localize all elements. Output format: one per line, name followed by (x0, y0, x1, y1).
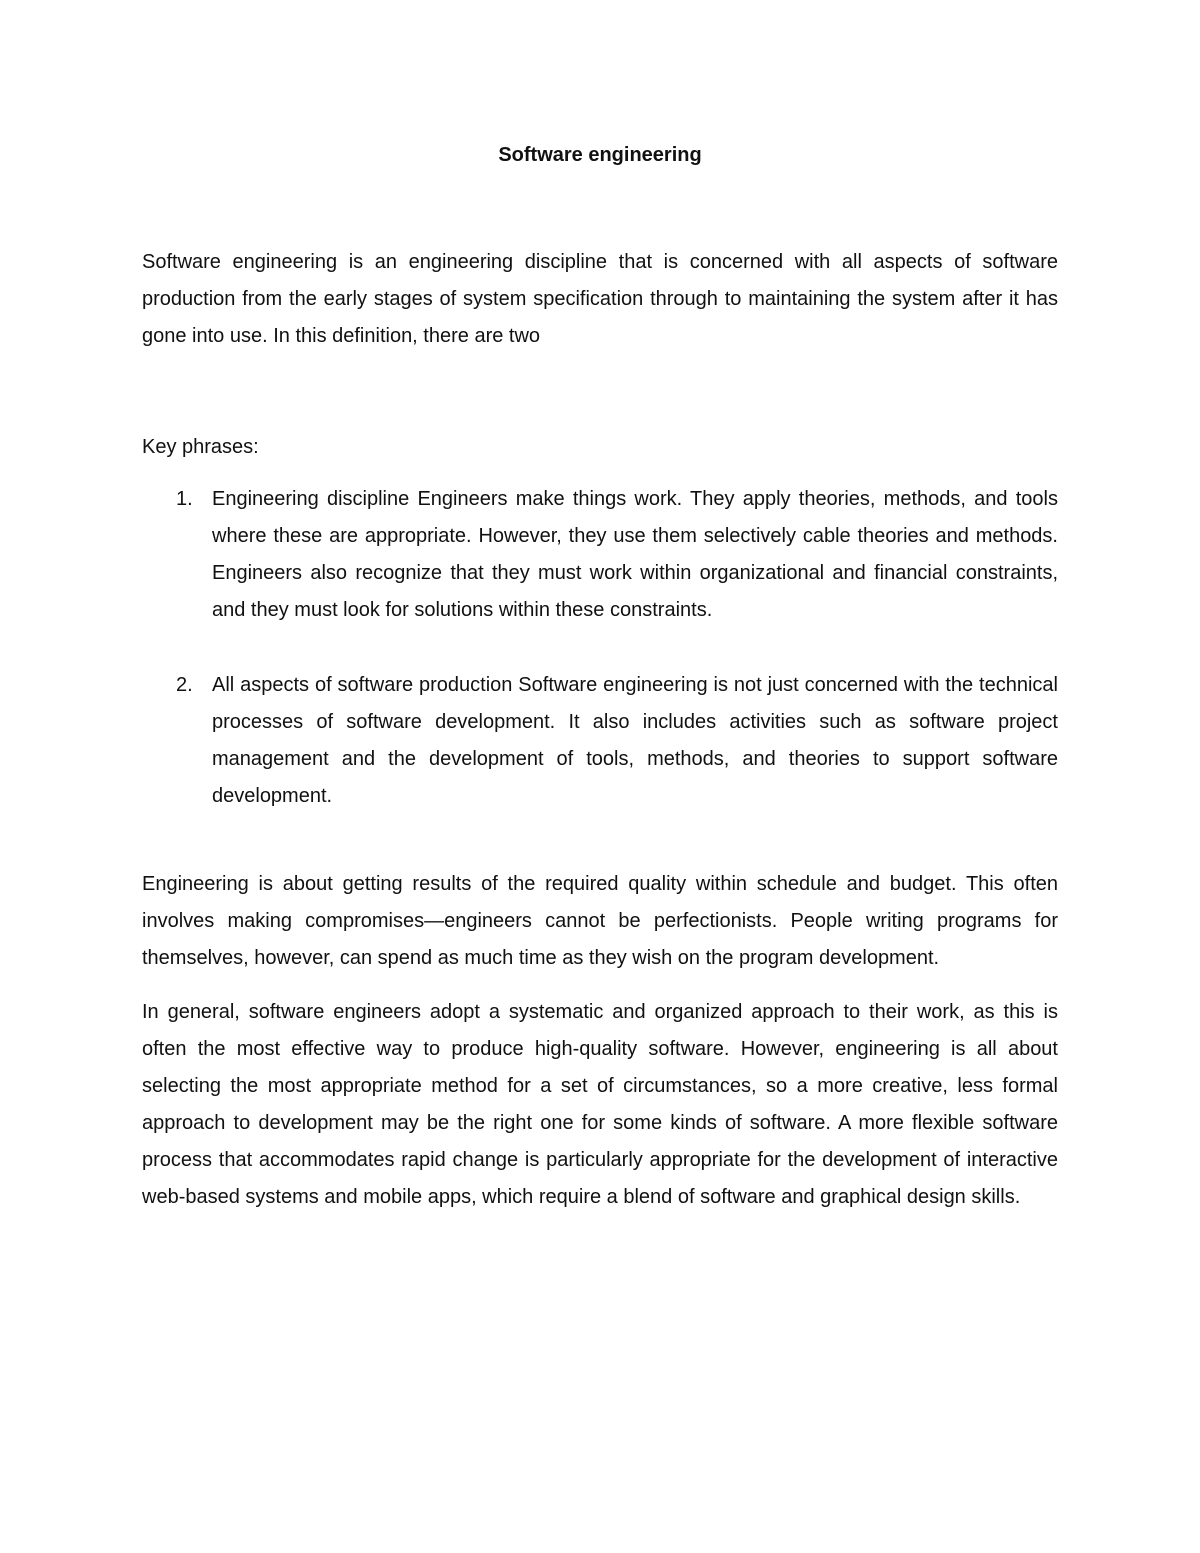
document-title: Software engineering (498, 144, 702, 166)
key-phrases-heading: Key phrases: (142, 436, 259, 458)
list-item-number: 2. (176, 674, 193, 696)
list-item (142, 481, 1058, 629)
key-phrases-list (142, 481, 1058, 815)
list-item-text: Engineering discipline Engineers make things work. They apply theories, methods, and tools where these are appropriate. However, they use them selectively cable theories and methods. Engineers also recognize that they must work within organizational and financial constraints, and they must look for solutions within these constraints. (212, 488, 1058, 621)
list-item (142, 667, 1058, 815)
document-body (142, 140, 1058, 1216)
intro-paragraph: Software engineering is an engineering discipline that is concerned with all aspects of software production from the early stages of system specification through to maintaining the system after it has gone into use. In this definition, there are two (142, 251, 1058, 347)
list-item-number: 1. (176, 488, 193, 510)
engineering-paragraph: Engineering is about getting results of the required quality within schedule and budget. This often involves making compromises—engineers cannot be perfectionists. People writing programs for themselves, however, can spend as much time as they wish on the program development. (142, 873, 1058, 969)
general-paragraph: In general, software engineers adopt a systematic and organized approach to their work, as this is often the most effective way to produce high-quality software. However, engineering is all about selecting the most appropriate method for a set of circumstances, so a more creative, less formal approach to development may be the right one for some kinds of software. A more flexible software process that accommodates rapid change is particularly appropriate for the development of interactive web-based systems and mobile apps, which require a blend of software and graphical design skills. (142, 1001, 1058, 1208)
list-item-text: All aspects of software production Software engineering is not just concerned with the technical processes of software development. It also includes activities such as software project management and the development of tools, methods, and theories to support software development. (212, 674, 1058, 807)
